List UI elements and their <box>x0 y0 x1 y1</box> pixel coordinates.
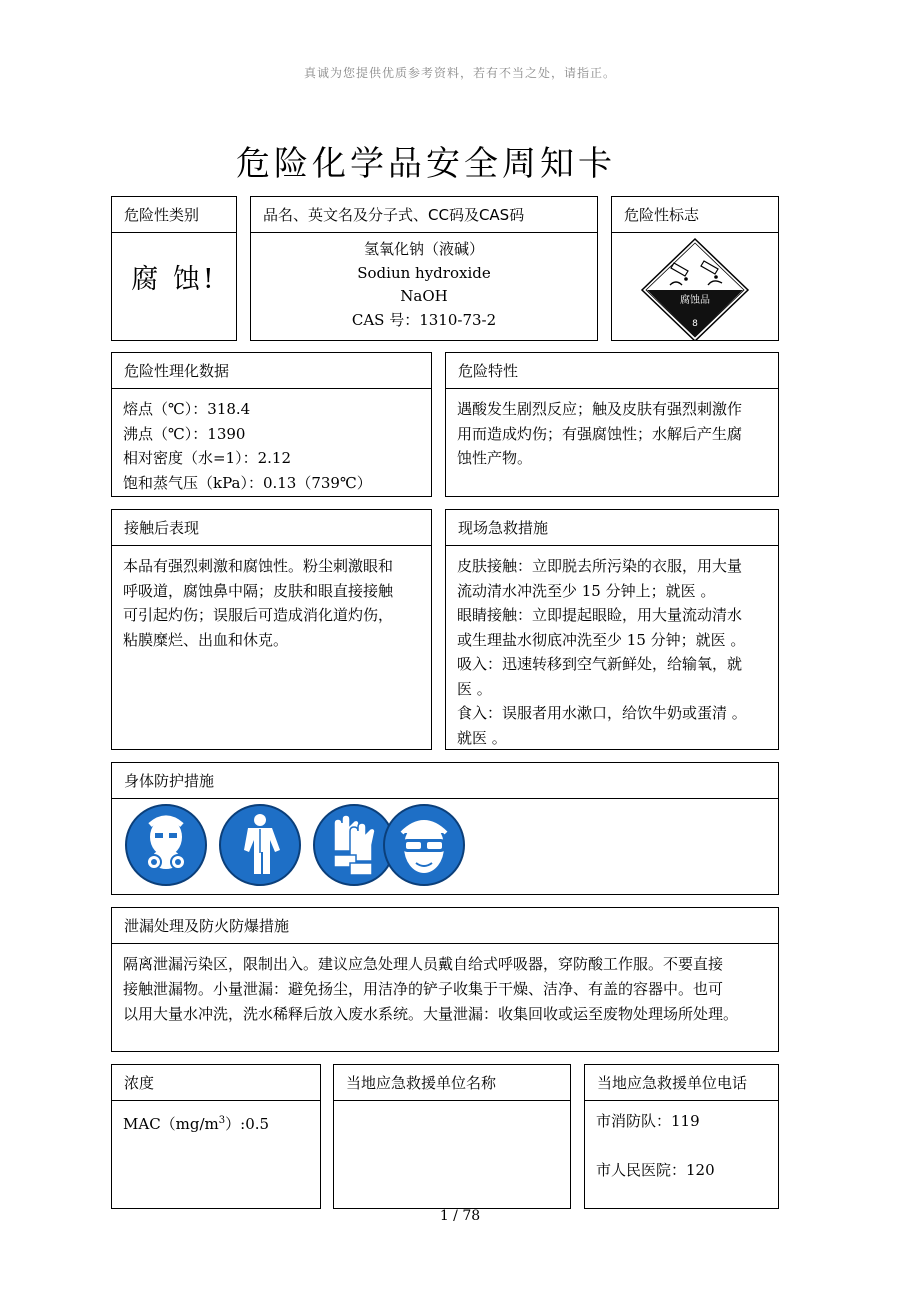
hazard-category-box <box>111 196 237 341</box>
protection-box <box>111 762 779 895</box>
fire-brigade-phone: 市消防队：119 <box>596 1112 700 1130</box>
header-note: 真诚为您提供优质参考资料，若有不当之处，请指正。 <box>303 66 616 80</box>
page-title: 危险化学品安全周知卡 <box>236 144 616 184</box>
concentration-label: 浓度 <box>112 1065 320 1101</box>
first-aid-line: 医 。 <box>457 679 492 698</box>
leak-label: 泄漏处理及防火防爆措施 <box>112 908 778 944</box>
first-aid-line: 就医 。 <box>457 728 507 747</box>
exposure-line: 可引起灼伤；误服后可造成消化道灼伤， <box>123 606 394 624</box>
relative-density: 相对密度（水=1）：2.12 <box>123 449 292 467</box>
hazard-category-label: 危险性类别 <box>112 197 236 233</box>
hazard-props-line: 用而造成灼伤；有强腐蚀性；水解后产生腐 <box>457 424 743 443</box>
hazard-props-line: 遇酸发生剧烈反应；触及皮肤有强烈刺激作 <box>457 400 743 418</box>
product-formula: NaOH <box>400 287 448 305</box>
first-aid-line: 皮肤接触：立即脱去所污染的衣服，用大量 <box>457 557 743 575</box>
exposure-line: 粘膜糜烂、出血和休克。 <box>123 630 289 649</box>
leak-line: 接触泄漏物。小量泄漏：避免扬尘，用洁净的铲子收集于干燥、洁净、有盖的容器中。也可 <box>123 980 724 998</box>
first-aid-line: 流动清水冲洗至少 15 分钟上；就医 。 <box>457 581 716 600</box>
hazard-props-label: 危险特性 <box>446 353 778 389</box>
melting-point: 熔点（℃）：318.4 <box>123 400 251 418</box>
corrosive-diamond-icon <box>612 233 778 341</box>
product-cas: CAS 号：1310-73-2 <box>351 310 497 329</box>
first-aid-label: 现场急救措施 <box>446 510 778 546</box>
hazard-sign-label: 危险性标志 <box>612 197 778 233</box>
leak-line: 隔离泄漏污染区，限制出入。建议应急处理人员戴自给式呼吸器，穿防酸工作服。不要直接 <box>123 955 724 973</box>
first-aid-line: 或生理盐水彻底冲洗至少 15 分钟；就医 。 <box>457 630 746 649</box>
rescue-unit-box <box>333 1064 571 1209</box>
rescue-unit-value <box>334 1101 570 1109</box>
hazard-sign-box <box>611 196 779 341</box>
physchem-box <box>111 352 432 497</box>
concentration-value: $MAC(mg/m^3):0.5$ <box>123 1115 270 1133</box>
first-aid-line: 吸入：迅速转移到空气新鲜处，给输氧，就 <box>457 655 743 673</box>
first-aid-box <box>445 509 779 750</box>
page-number: 1 / 78 <box>439 1208 481 1224</box>
rescue-phone-label: 当地应急救援单位电话 <box>585 1065 778 1101</box>
first-aid-line: 眼睛接触：立即提起眼睑，用大量流动清水 <box>457 606 743 624</box>
product-box <box>250 196 598 341</box>
first-aid-line: 食入：误服者用水漱口，给饮牛奶或蛋清 。 <box>457 704 747 722</box>
vapor-pressure: 饱和蒸气压（kPa）：0.13（739℃） <box>123 473 372 492</box>
rescue-unit-label: 当地应急救援单位名称 <box>334 1065 570 1101</box>
product-name-en: Sodiun hydroxide <box>357 263 491 282</box>
hazard-props-box <box>445 352 779 497</box>
concentration-box <box>111 1064 321 1209</box>
protective-suit-icon <box>218 803 302 887</box>
hazard-sign-text: 腐蚀品 <box>680 295 710 306</box>
exposure-box <box>111 509 432 750</box>
exposure-line: 本品有强烈刺激和腐蚀性。粉尘刺激眼和 <box>123 557 394 575</box>
product-name-cn: 氢氧化钠（液碱） <box>363 240 484 258</box>
exposure-label: 接触后表现 <box>112 510 431 546</box>
protection-label: 身体防护措施 <box>112 763 778 799</box>
hospital-phone: 市人民医院：120 <box>596 1160 715 1179</box>
safety-goggles-icon <box>382 803 466 887</box>
respirator-mask-icon <box>124 803 208 887</box>
hazard-category-value: 腐 蚀! <box>131 264 217 295</box>
rescue-phone-box <box>584 1064 779 1209</box>
hazard-class-number: 8 <box>692 319 698 329</box>
leak-box <box>111 907 779 1052</box>
boiling-point: 沸点（℃）：1390 <box>123 424 246 443</box>
leak-line: 以用大量水冲洗，洗水稀释后放入废水系统。大量泄漏：收集回收或运至废物处理场所处理。 <box>123 1005 739 1023</box>
hazard-props-line: 蚀性产物。 <box>457 449 533 467</box>
exposure-line: 呼吸道，腐蚀鼻中隔；皮肤和眼直接接触 <box>123 581 394 600</box>
product-label: 品名、英文名及分子式、CC码及CAS码 <box>251 197 597 233</box>
physchem-label: 危险性理化数据 <box>112 353 431 389</box>
